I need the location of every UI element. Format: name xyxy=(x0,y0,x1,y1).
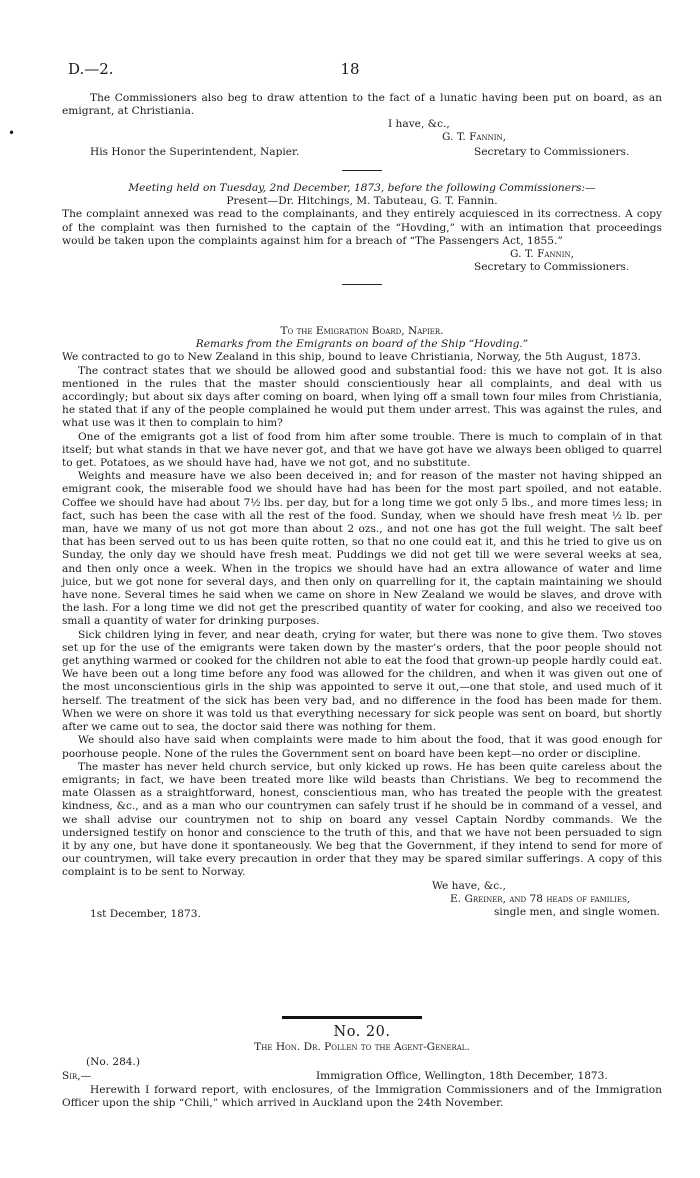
letter-signer: G. T. Fannin, xyxy=(442,131,506,144)
letter-recipient: His Honor the Superintendent, Napier. xyxy=(90,146,300,159)
remarks-paragraph: We should also have said when complaints were made to him about the food, that it was good enough for poorhouse people. None of the rules the Government sent on board have been kept—no order or discipline. xyxy=(62,734,662,760)
remarks-title: Remarks from the Emigrants on board of the Ship “Hovding.” xyxy=(195,338,529,351)
remarks-signer: E. Greiner, and 78 heads of families, xyxy=(450,892,631,905)
section-heading: No. 20. xyxy=(333,1024,391,1040)
no20-paragraph: Herewith I forward report, with enclosures, of the Immigration Commissioners and of the Immigration Officer upon the ship “Chili,” which arrived in Auckland upon the 24th November. xyxy=(62,1083,662,1109)
letter-signer-title: Secretary to Commissioners. xyxy=(474,146,630,159)
margin-mark: • xyxy=(8,126,16,140)
remarks-paragraph: The contract states that we should be allowed good and substantial food: this we have not got. It is also mentioned in the rules that the master should conscientiously hear all complaints, and deal with us accordingly; but about six days after coming on board, when lying off a small town four miles from Christiania, he stated that if any of the people complained he would put them under arrest. This was against the rules, and what use was it then to complain to him? xyxy=(62,364,662,430)
letter-paragraph: The Commissioners also beg to draw attention to the fact of a lunatic having been put on board, as an emigrant, at Christiania. xyxy=(62,92,662,118)
meeting-paragraph: The complaint annexed was read to the complainants, and they entirely acquiesced in its correctness. A copy of the complaint was then furnished to the captain of the “Hovding,” with an intimation that proceedings would be taken upon the complaints against him for a breach of “The Passengers Act, 1855.” xyxy=(62,208,662,247)
letter-closing: I have, &c., xyxy=(388,118,450,131)
remarks-date: 1st December, 1873. xyxy=(90,907,201,920)
remarks-paragraph: Sick children lying in fever, and near death, crying for water, but there was none to give them. Two stoves set up for the use of the emigrants were taken down by the master’s orders, that the poor people should not get anything warmed or cooked for the children not able to eat the food that grown-up people hardly could eat. We have been out a long time before any food was allowed for the children, and when it was given out one of the most unconscientious girls in the ship was appointed to serve it out,—one that stole, and used much of it herself. The treatment of the sick has been very bad, and no difference in the food has been made for them. When we were on shore it was told us that everything necessary for sick people was sent on board, but shortly after we came out to sea, the doctor said there was nothing for them. xyxy=(62,628,663,734)
meeting-signer: G. T. Fannin, xyxy=(510,248,574,261)
remarks-section xyxy=(62,325,662,920)
remarks-paragraph: One of the emigrants got a list of food from him after some trouble. There is much to complain of in that itself; but what stands in that we have never got, and that we have got have we always been obliged to quarrel to get. Potatoes, as we should have had, have we not got, and no substitute. xyxy=(62,430,662,470)
remarks-signer-group: single men, and single women. xyxy=(494,905,661,918)
remarks-paragraph: The master has never held church service, but only kicked up rows. He has been quite careless about the emigrants; in fact, we have been treated more like wild beasts than Christians. We beg to recommend the mate Olassen as a straightforward, honest, conscientious man, who has treated the people with the greatest kindness, &c., and as a man who our countrymen can safely trust if he should be in command of a vessel, and we shall advise our countrymen not to ship on board any vessel Captain Nordby commands. We the undersigned testify on honor and conscience to the truth of this, and that we have not been persuaded to sign it by any one, but have done it spontaneously. We beg that the Government, if they intend to send for more of our countrymen, will take every precaution in order that they may be spared similar sufferings. A copy of this complaint is to be sent to Norway. xyxy=(62,760,662,879)
remarks-paragraph: We contracted to go to New Zealand in this ship, bound to leave Christiania, Norway, the 5th August, 1873. xyxy=(62,351,641,364)
short-rule xyxy=(342,284,382,285)
letter-number: (No. 284.) xyxy=(86,1056,141,1069)
document-reference: D.—2. xyxy=(68,60,114,78)
section-divider xyxy=(282,1016,422,1019)
page-number: 18 xyxy=(340,60,360,78)
letter-commissioners xyxy=(62,92,662,177)
remarks-addressee: To the Emigration Board, Napier. xyxy=(280,325,444,337)
short-rule xyxy=(342,170,382,171)
salutation: Sir,— xyxy=(62,1069,92,1082)
meeting-signer-title: Secretary to Commissioners. xyxy=(474,261,630,274)
remarks-closing: We have, &c., xyxy=(432,879,506,892)
meeting-heading: Meeting held on Tuesday, 2nd December, 1873, before the following Commissioners:— xyxy=(128,182,596,194)
place-date: Immigration Office, Wellington, 18th December, 1873. xyxy=(316,1069,608,1082)
remarks-paragraph: Weights and measure have we also been deceived in; and for reason of the master not having shipped an emigrant cook, the miserable food we should have had has been for the most part spoiled, and not eatable. Coffee we should have had about 7½ lbs. per day, but for a long time we got only 5 lbs., and more times less; in fact, such has been the case with all the rest of the food. Sunday, when we should have fresh meat ½ lb. per man, have we many of us not got more than about 2 ozs., and not one has got the full weight. The salt beef that has been served out to us has been quite rotten, so that no one could eat it, and this he tried to give us on Sunday, the only day we should have fresh meat. Puddings we did not get till we were several weeks at sea, and then only once a week. When in the tropics we should have had an extra allowance of water and lime juice, but we got none for several days, and then only on quarrelling for it, the captain maintaining we should have none. Several times he said when we came on shore in New Zealand we would be slaves, and drove with the lash. For a long time we did not get the prescribed quantity of water for cooking, and also we received too small a quantity of water for drinking purposes. xyxy=(62,470,663,628)
meeting-present: Present—Dr. Hitchings, M. Tabuteau, G. T. Fannin. xyxy=(226,195,498,208)
meeting-section xyxy=(62,182,662,291)
no20-section xyxy=(62,1026,662,1110)
section-subheading: The Hon. Dr. Pollen to the Agent-General. xyxy=(254,1041,470,1054)
